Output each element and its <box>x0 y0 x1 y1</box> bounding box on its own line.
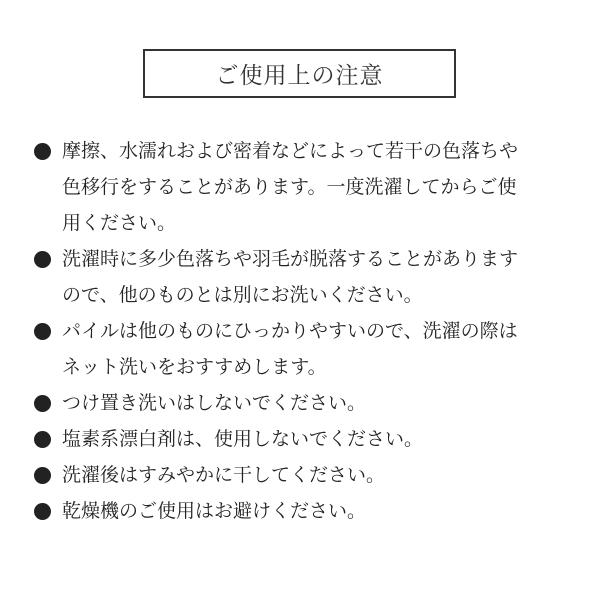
note-item <box>32 241 572 313</box>
note-line: 摩擦、水濡れおよび密着などによって若干の色落ちや <box>62 140 519 162</box>
title-box <box>143 49 456 98</box>
bullet-icon <box>34 467 51 484</box>
note-item <box>32 457 572 493</box>
note-item <box>32 385 572 421</box>
note-item <box>32 133 572 241</box>
bullet-icon <box>34 251 51 268</box>
notes-list <box>32 133 572 529</box>
note-line: 色移行をすることがあります。一度洗濯してからご使 <box>62 176 517 198</box>
note-line: 塩素系漂白剤は、使用しないでください。 <box>62 428 424 450</box>
note-line: 洗濯時に多少色落ちや羽毛が脱落することがあります <box>62 248 519 270</box>
note-item <box>32 493 572 529</box>
bullet-icon <box>34 431 51 448</box>
note-item <box>32 421 572 457</box>
bullet-icon <box>34 503 51 520</box>
note-line: つけ置き洗いはしないでください。 <box>62 392 367 414</box>
note-line: ネット洗いをおすすめします。 <box>62 356 327 378</box>
bullet-icon <box>34 143 51 160</box>
bullet-icon <box>34 323 51 340</box>
bullet-icon <box>34 395 51 412</box>
note-item <box>32 313 572 385</box>
note-line: 用ください。 <box>62 212 177 234</box>
note-line: 洗濯後はすみやかに干してください。 <box>62 464 386 486</box>
note-line: 乾燥機のご使用はお避けください。 <box>62 500 367 522</box>
note-line: パイルは他のものにひっかりやすいので、洗濯の際は <box>62 320 518 342</box>
page-title: ご使用上の注意 <box>215 63 384 89</box>
note-line: ので、他のものとは別にお洗いください。 <box>62 284 423 306</box>
